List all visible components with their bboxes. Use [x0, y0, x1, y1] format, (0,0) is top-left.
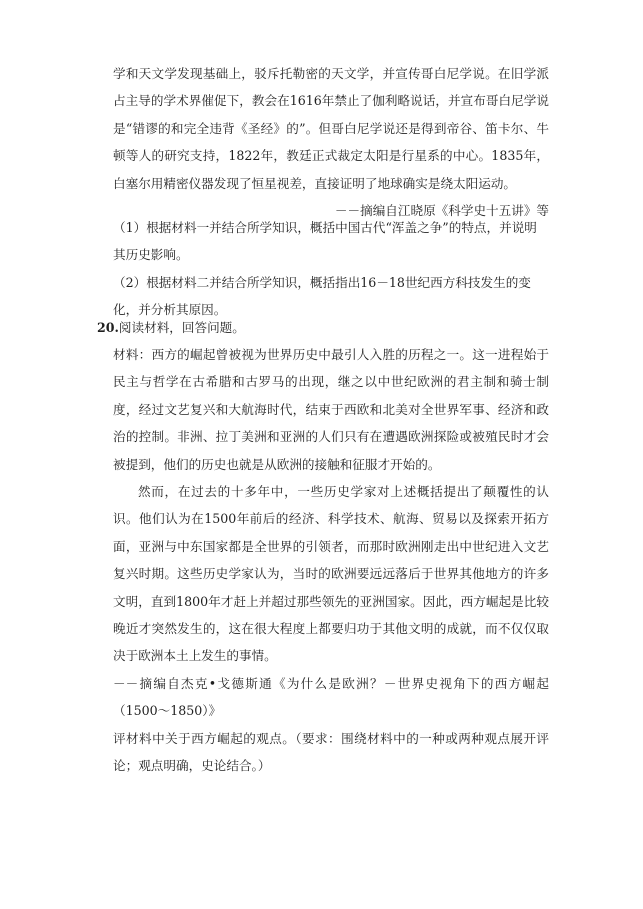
- question-20-material: [113, 341, 549, 780]
- question-20-number: 20.: [97, 320, 119, 335]
- material-two-continuation: [113, 60, 549, 224]
- material-two-source: －－摘编自江晓原《科学史十五讲》等: [334, 203, 549, 219]
- material-source: －－摘编自杰克•戈德斯通《为什么是欧洲？－世界史视角下的西方崛起（1500～1850）》: [113, 675, 549, 719]
- material-paragraph-2: 然而，在过去的十多年中，一些历史学家对上述概括提出了颠覆性的认识。他们认为在1500年前后的经济、科学技术、航海、贸易以及探索开拓方面，亚洲与中东国家都是全世界的引领者，而那时欧洲刚走出中世纪进入文艺复兴时期。这些历史学家认为，当时的欧洲要远远落后于世界其他地方的许多文明，直到1800年才赶上并超过那些领先的亚洲国家。因此，西方崛起是比较晚近才突然发生的，这在很大程度上都要归功于其他文明的成就，而不仅仅取决于欧洲本土上发生的事情。: [113, 484, 549, 664]
- question-19-part-1: （1）根据材料一并结合所学知识，概括中国古代“浑盖之争”的特点，并说明其历史影响。: [113, 220, 537, 263]
- question-19-part-2: （2）根据材料二并结合所学知识，概括指出16－18世纪西方科技发生的变化，并分析其原因。: [113, 274, 531, 318]
- question-20-task: 评材料中关于西方崛起的观点。（要求：围绕材料中的一种或两种观点展开评论；观点明确，史论结合。）: [113, 730, 549, 774]
- question-20-prompt: 阅读材料，回答问题。: [118, 320, 245, 335]
- question-19-subquestions: [113, 214, 549, 324]
- material-two-text: 学和天文学发现基础上，驳斥托勒密的天文学，并宣传哥白尼学说。在旧学派占主导的学术界催促下，教会在1616年禁止了伽利略说话，并宣布哥白尼学说是“错谬的和完全违背《圣经》的”。但哥白尼学说还是得到帝谷、笛卡尔、牛顿等人的研究支持，1822年，教廷正式裁定太阳是行星系的中心。1835年，白塞尔用精密仪器发现了恒星视差，直接证明了地球确实是绕太阳运动。: [113, 66, 549, 191]
- question-20-header: [97, 314, 549, 341]
- material-paragraph-1: 材料：西方的崛起曾被视为世界历史中最引人入胜的历程之一。这一进程始于民主与哲学在古希腊和古罗马的出现，继之以中世纪欧洲的君主制和骑士制度，经过文艺复兴和大航海时代，结束于西欧和北美对全世界军事、经济和政治的控制。非洲、拉丁美洲和亚洲的人们只有在遭遇欧洲探险或被殖民时才会被提到，他们的历史也就是从欧洲的接触和征服才开始的。: [113, 347, 549, 472]
